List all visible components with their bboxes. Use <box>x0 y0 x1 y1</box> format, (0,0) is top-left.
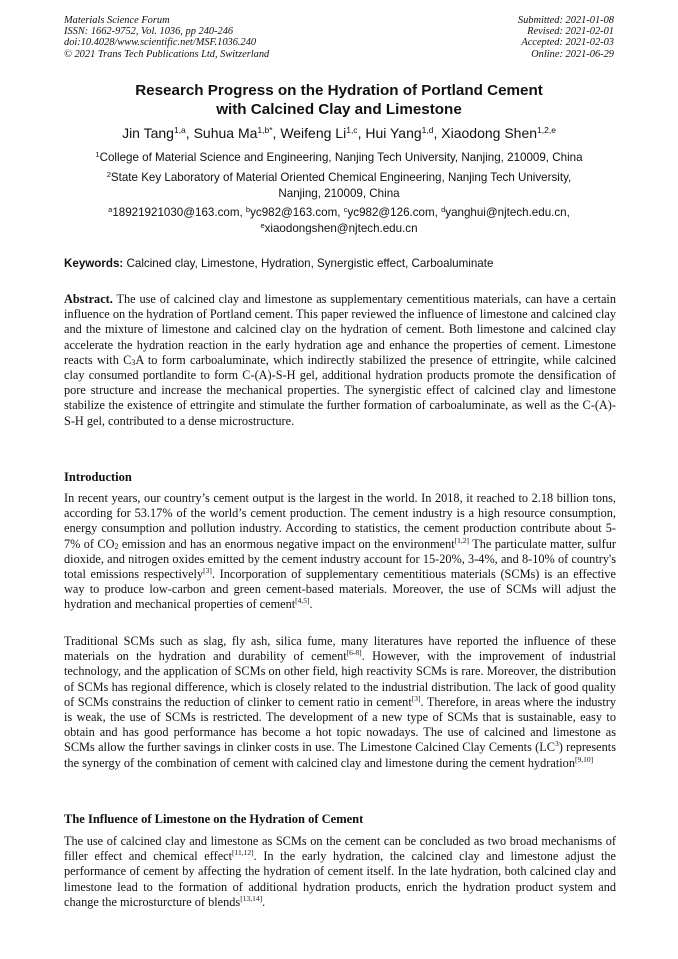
email-address[interactable]: yc982@126.com, <box>347 206 442 219</box>
email-mark: d <box>441 205 446 214</box>
affiliation-mark: 2 <box>106 170 111 179</box>
limestone-paragraph-1 <box>64 834 616 910</box>
paragraph-text: In recent years, our country’s cement output is the largest in the world. In 2018, it reached to 2.18 billion tons, according for 53.17% of the world’s cement production. The cement industry is a high resource consumption, energy consumption and pollution industry. According to statistics, the cement production contribute about 5-7% of CO <box>64 491 616 551</box>
paragraph-text: . Incorporation of supplementary cementitious materials (SCMs) is an effective way to produce low-carbon and green cement-based materials. Moreover, the use of SCMs will adjust the hydration and mechanical properties of cement <box>64 567 617 612</box>
author-list <box>64 124 614 142</box>
author-affiliation-mark: 1,2,e <box>537 125 556 135</box>
abstract <box>64 292 616 429</box>
affiliation-text-line-2: Nanjing, 210009, China <box>278 186 400 200</box>
author-separator: , <box>433 125 442 141</box>
paragraph-text: . In the early hydration, the calcined clay and limestone adjust the performance of cement by affecting the hydration of cement itself. In the late hydration, both calcined clay and limestone lead to the formation of additional hydration products, enrich the hydration product system and change the microsturcture of blends <box>64 849 616 909</box>
author-affiliation-mark: 1,a <box>173 125 186 135</box>
affiliation-text: College of Material Science and Engineering, Nanjing Tech University, Nanjing, 210009, China <box>99 151 583 164</box>
abstract-text: The use of calcined clay and limestone as supplementary cementitious materials, can have a certain influence on the hydration of Portland cement. This paper reviewed the influence of limestone and calcined clay and the mixture of limestone and calcined clay on the hydration of cement. Both limestone and calcined clay accelerate the hydration reaction in the early hydration age and enhance the properties of cement. Limestone reacts with C <box>64 292 616 367</box>
title-line-2: with Calcined Clay and Limestone <box>216 101 462 118</box>
citation[interactable]: [3] <box>203 566 212 576</box>
paragraph-text: . Therefore, in areas where the industry is weak, the use of SCMs is restricted. The development of a new type of SCMs that is sustainable, easy to obtain and has good performance has become a hot topic nowadays. The use of calcined and limestone as SCMs allow the further savings in clinker costs in use. The Limestone Calcined Clay Cements (LC <box>64 694 617 755</box>
email-mark: b <box>245 205 251 214</box>
date-submitted: Submitted: 2021-01-08 <box>517 15 614 26</box>
author-name: Jin Tang <box>122 125 174 141</box>
date-revised: Revised: 2021-02-01 <box>527 26 614 38</box>
introduction-paragraph-1 <box>64 491 616 613</box>
author-name: Hui Yang <box>365 125 422 141</box>
author-separator: , <box>357 125 366 141</box>
paragraph-text: . <box>309 597 313 612</box>
author-affiliation-mark: 1,c <box>346 125 358 135</box>
author-separator: , <box>272 125 281 141</box>
paragraph-text: The particulate matter, sulfur dioxide, and nitrogen oxides emitted by the cement industry account for 15-20%, 3-4%, and 8-10% of country's total emissions respectively <box>64 536 616 582</box>
email-address[interactable]: yanghui@njtech.edu.cn, <box>445 206 570 219</box>
citation[interactable]: [13,14] <box>240 893 263 903</box>
affiliation-1 <box>64 150 614 166</box>
citation[interactable]: [3] <box>411 693 421 703</box>
paragraph-text: ) represents the synergy of the combination of cement with calcined clay and limestone during the cement hydration <box>64 740 616 770</box>
abstract-text: A to form carboaluminate, which indirectly stabilized the presence of ettringite, while calcined clay consumed portlandite to form C-(A)-S-H gel, additional hydration products promote the densification of pore structure and increase the mechanical properties. The synergistic effect of calcined clay and limestone stabilize the existence of ettringite and stimulate the further formation of carboaluminate, as well as the C-(A)-S-H gel, contributed to a dense microstructure. <box>64 352 616 428</box>
affiliation-text-line-1: State Key Laboratory of Material Oriented Chemical Engineering, Nanjing Tech University, <box>110 171 572 184</box>
date-accepted: Accepted: 2021-02-03 <box>521 37 614 49</box>
email-mark: e <box>260 220 265 230</box>
author-name: Weifeng Li <box>280 125 347 141</box>
email-address[interactable]: 18921921030@163.com, <box>112 206 246 219</box>
citation[interactable]: [6-8] <box>346 648 362 658</box>
superscript: 3 <box>554 739 559 749</box>
title-line-1: Research Progress on the Hydration of Portland Cement <box>135 82 543 99</box>
date-online: Online: 2021-06-29 <box>531 48 614 60</box>
paragraph-text: . However, with the improvement of industrial technology, and the application of SCMs on other field, high reactivity SCMs is rare. Moreover, the distribution of SCMs has regional difference, which is closely related to the industrial distribution. The lack of good quality of SCMs constrains the reduction of clinker to cement ratio in cement <box>64 649 616 709</box>
paragraph-text: . <box>262 894 266 909</box>
introduction-paragraph-2 <box>64 634 616 771</box>
journal-doi[interactable]: doi:10.4028/www.scientific.net/MSF.1036.240 <box>64 37 257 49</box>
citation[interactable]: [11,12] <box>232 848 254 858</box>
email-address[interactable]: yc982@163.com, <box>250 206 344 219</box>
affiliation-2 <box>64 170 614 201</box>
subscript: 3 <box>131 357 136 367</box>
citation[interactable]: [4,5] <box>295 596 310 606</box>
section-heading-limestone: The Influence of Limestone on the Hydration of Cement <box>64 812 364 826</box>
submission-dates <box>394 15 614 60</box>
abstract-label: Abstract. <box>64 292 113 306</box>
keywords <box>64 256 616 271</box>
author-separator: , <box>185 125 194 141</box>
citation[interactable]: [9,10] <box>574 754 594 764</box>
journal-info <box>64 15 354 60</box>
affiliation-mark: 1 <box>95 150 100 159</box>
author-affiliation-mark: 1,d <box>421 125 434 135</box>
email-mark: a <box>108 205 113 214</box>
paragraph-text: The use of calcined clay and limestone as SCMs on the cement can be concluded as two broad mechanisms of filler effect and chemical effect <box>64 834 616 864</box>
journal-copyright: © 2021 Trans Tech Publications Ltd, Switzerland <box>64 48 270 60</box>
journal-name: Materials Science Forum <box>64 15 170 26</box>
email-mark: c <box>343 205 348 214</box>
author-name: Xiaodong Shen <box>441 125 538 141</box>
author-name: Suhua Ma <box>193 125 258 141</box>
paragraph-text: emission and has an enormous negative impact on the environment <box>118 536 455 551</box>
author-affiliation-mark: 1,b* <box>257 125 273 135</box>
paragraph-text: Traditional SCMs such as slag, fly ash, silica fume, many literatures have reported the influence of these materials on the hydration and durability of cement <box>64 634 616 664</box>
email-address[interactable]: xiaodongshen@njtech.edu.cn <box>264 221 418 235</box>
paper-title <box>64 81 614 119</box>
journal-issn: ISSN: 1662-9752, Vol. 1036, pp 240-246 <box>64 26 234 38</box>
citation[interactable]: [1,2] <box>454 535 470 545</box>
section-heading-introduction: Introduction <box>64 470 132 484</box>
keywords-text: Calcined clay, Limestone, Hydration, Synergistic effect, Carboaluminate <box>123 257 494 270</box>
keywords-label: Keywords: <box>64 257 124 270</box>
author-emails <box>64 205 614 236</box>
subscript: 2 <box>114 541 119 551</box>
